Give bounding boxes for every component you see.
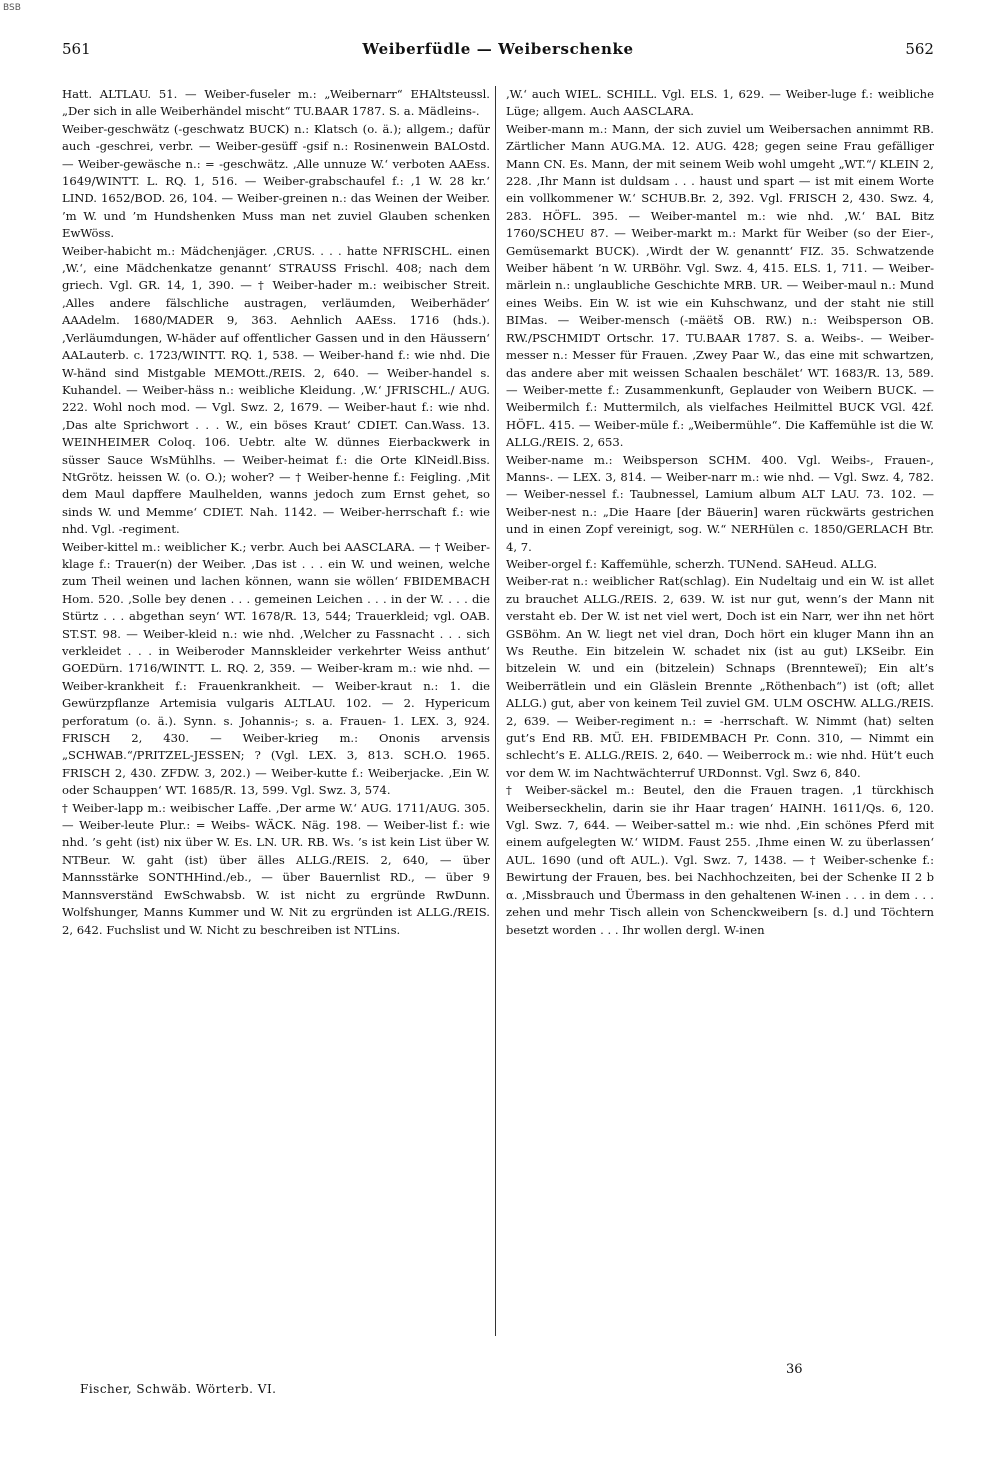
right-column: [506, 86, 934, 1341]
entry-paragraph: Weiber-mann m.: Mann, der sich zuviel um Weibersachen annimmt RB. Zärtlicher Mann AUG.MA. 12. AUG. 428; gegen seine Frau gefälliger Mann CN. Es. Mann, der mit seinem Weib wohl umgeht „WT.“/ KLEIN 2, 228. ‚Ihr Mann ist duldsam . . . haust und spart — ist mit einem Worte ein vollkommener W.‘ SCHUB.Br. 2, 392. Vgl. FRISCH 2, 430. Swz. 4, 283. HÖFL. 395. — Weiber-mantel m.: wie nhd. ‚W.‘ BAL Bitz 1760/SCHEU 87. — Weiber-markt m.: Markt für Weiber (so der Eier-, Gemüsemarkt BUCK). ‚Wirdt der W. genanntt‘ FIZ. 35. Schwatzende Weiber häbent ’n W. URBöhr. Vgl. Swz. 4, 415. ELS. 1, 711. — Weiber-märlein n.: unglaubliche Geschichte MRB. UR. — Weiber-maul n.: Mund eines Weibs. Ein W. ist wie ein Kuhschwanz, und der staht nie still BIMas. — Weiber-mensch (-mäëtš OB. RW.) n.: Weibsperson OB. RW./PSCHMIDT Ortschr. 17. TU.BAAR 1787. S. a. Weibs-. — Weiber-messer n.: Messer für Frauen. ‚Zwey Paar W., das eine mit schwartzen, das andere aber mit weissen Schaalen beschälet‘ WT. 1683/R. 13, 589. — Weiber-mette f.: Zusammenkunft, Geplauder von Weibern BUCK. — Weibermilch f.: Muttermilch, als vielfaches Heilmittel BUCK VGl. 42f. HÖFL. 415. — Weiber-müle f.: „Weibermühle“. Die Kaffemühle ist die W. ALLG./REIS. 2, 653.: [506, 121, 934, 450]
printer-signature: Fischer, Schwäb. Wörterb. VI.: [80, 1382, 277, 1396]
entry-paragraph: Weiber-geschwätz (-geschwatz BUCK) n.: Klatsch (o. ä.); allgem.; dafür auch -geschrei, verbr. — Weiber-gesüff -gsif n.: Rosinenwein BALOstd. — Weiber-gewäsche n.: = -geschwätz. ‚Alle unnuze W.‘ verboten AAEss. 1649/WINTT. L. RQ. 1, 516. — Weiber-grabschaufel f.: ‚1 W. 28 kr.‘ LIND. 1652/BOD. 26, 104. — Weiber-greinen n.: das Weinen der Weiber. ’m W. und ’m Hundshenken Muss man net zuviel Glauben schenken EwWöss.: [62, 121, 490, 241]
entry-paragraph: ‚W.‘ auch WIEL. SCHILL. Vgl. ELS. 1, 629. — Weiber-luge f.: weibliche Lüge; allgem. Auch AASCLARA.: [506, 87, 934, 119]
entry-paragraph: Weiber-orgel f.: Kaffemühle, scherzh. TUNend. SAHeud. ALLG.: [506, 556, 878, 571]
entry-paragraph: Weiber-habicht m.: Mädchenjäger. ‚CRUS. . . . hatte NFRISCHL. einen ‚W.‘, eine Mädchenkatze genannt‘ STRAUSS Frischl. 408; nach dem griech. Vgl. GR. 14, 1, 390. — † Weiber-hader m.: weibischer Streit. ‚Alles andere fälschliche austragen, verläumden, Weiberhäder‘ AAAdelm. 1680/MADER 9, 363. Aehnlich AAEss. 1716 (hds.). ‚Verläumdungen, W-häder auf offentlicher Gassen und in den Häussern‘ AALauterb. c. 1723/WINTT. RQ. 1, 538. — Weiber-hand f.: wie nhd. Die W-händ sind Mistgable MEMOtt./REIS. 2, 640. — Weiber-handel s. Kuhandel. — Weiber-häss n.: weibliche Kleidung. ‚W.‘ JFRISCHL./ AUG. 222. Wohl noch mod. — Vgl. Swz. 2, 1679. — Weiber-haut f.: wie nhd. ‚Das alte Sprichwort . . . W., ein böses Kraut‘ CDIET. Can.Wass. 13. WEINHEIMER Coloq. 106. Uebtr. alte W. dünnes Eierbackwerk in süsser Sauce WsMühlhs. — Weiber-heimat f.: die Orte KlNeidl.Biss. NtGrötz. heissen W. (o. O.); woher? — † Weiber-henne f.: Feigling. ‚Mit dem Maul dapffere Maulhelden, wanns jedoch zum Ernst gehet, so sinds W. und Memme‘ CDIET. Nah. 1142. — Weiber-herrschaft f.: wie nhd. Vgl. -regiment.: [62, 243, 490, 537]
sheet-number: 36: [786, 1362, 803, 1377]
entry-paragraph: Weiber-kittel m.: weiblicher K.; verbr. Auch bei AASCLARA. — † Weiber-klage f.: Trauer(n) der Weiber. ‚Das ist . . . ein W. und weinen, welche zum Theil weinen und lachen können, wann sie wöllen‘ FBIDEMBACH Hom. 520. ‚Solle bey denen . . . gemeinen Leichen . . . in der W. . . . die Stürtz . . . abgethan seyn‘ WT. 1678/R. 13, 544; Trauerkleid; vgl. OAB. ST.ST. 98. — Weiber-kleid n.: wie nhd. ‚Welcher zu Fassnacht . . . sich verkleidet . . . in Weiberoder Mannskleider verkehrter Weiss anthut‘ GOEDürn. 1716/WINTT. L. RQ. 2, 359. — Weiber-kram m.: wie nhd. — Weiber-krankheit f.: Frauenkrankheit. — Weiber-kraut n.: 1. die Gewürzpflanze Artemisia vulgaris ALTLAU. 102. — 2. Hypericum perforatum (o. ä.). Synn. s. Johannis-; s. a. Frauen- 1. LEX. 3, 924. FRISCH 2, 430. — Weiber-krieg m.: Ononis arvensis „SCHWAB.“/PRITZEL-JESSEN; ? (Vgl. LEX. 3, 813. SCH.O. 1965. FRISCH 2, 430. ZFDW. 3, 202.) — Weiber-kutte f.: Weiberjacke. ‚Ein W. oder Schauppen‘ WT. 1685/R. 13, 599. Vgl. Swz. 3, 574.: [62, 539, 490, 798]
entry-paragraph: † Weiber-säckel m.: Beutel, den die Frauen tragen. ‚1 türckhisch Weiberseckhelin, darin sie ihr Haar tragen‘ HAINH. 1611/Qs. 6, 120. Vgl. Swz. 7, 644. — Weiber-sattel m.: wie nhd. ‚Ein schönes Pferd mit einem aufgelegten W.‘ WIDM. Faust 255. ‚Ihme einen W. zu überlassen‘ AUL. 1690 (und oft AUL.). Vgl. Swz. 7, 1438. — † Weiber-schenke f.: Bewirtung der Frauen, bes. bei Nachhochzeiten, bei der Schenke II 2 b α. ‚Missbrauch und Übermass in den gehaltenen W-inen . . . in dem . . . zehen und mehr Tisch allein von Schenckweibern [s. d.] und Töchtern besetzt worden . . . Ihr wollen dergl. W-inen: [506, 783, 934, 937]
page-header: [62, 40, 934, 66]
entry-paragraph: Hatt. ALTLAU. 51. — Weiber-fuseler m.: „Weibernarr“ EHAltsteussl. „Der sich in alle Weiberhändel mischt“ TU.BAAR 1787. S. a. Mädleins-.: [62, 87, 490, 119]
library-stamp: BSB: [3, 3, 21, 13]
page-number-right: 562: [905, 40, 934, 58]
page-number-left: 561: [62, 40, 91, 58]
entry-paragraph: Weiber-name m.: Weibsperson SCHM. 400. Vgl. Weibs-, Frauen-, Manns-. — LEX. 3, 814. — Weiber-narr m.: wie nhd. — Vgl. Swz. 4, 782. — Weiber-nessel f.: Taubnessel, Lamium album ALT LAU. 73. 102. — Weiber-nest n.: „Die Haare [der Bäuerin] waren rückwärts gestrichen und in einen Zopf vereinigt, sog. W.“ NERHülen c. 1850/GERLACH Btr. 4, 7.: [506, 452, 934, 554]
running-title: Weiberfüdle — Weiberschenke: [362, 40, 634, 58]
entry-paragraph: Weiber-rat n.: weiblicher Rat(schlag). Ein Nudeltaig und ein W. ist allet zu brauchet ALLG./REIS. 2, 639. W. ist nur gut, wenn’s der Mann nit verstaht eb. Der W. ist net viel wert, Doch ist ein Narr, wer ihn net hört GSBöhm. An W. liegt net viel dran, Doch hört ein kluger Mann ihn an Ws Reuthe. Ein bitzelein W. schadet nix (ist au gut) LKSeibr. Ein bitzelein W. und ein (bitzelein) Schnaps (Brennteweï); Ein alt’s Weiberrätlein und ein Gläslein Brennte „Röthenbach“) ist (oft; allet ALLG.) gut, aber von keinem Teil zuviel GM. ULM OSCHW. ALLG./REIS. 2, 639. — Weiber-regiment n.: = -herrschaft. W. Nimmt (hat) selten gut’s End RB. MÜ. EH. FBIDEMBACH Pr. Conn. 310, — Nimmt ein schlecht’s E. ALLG./REIS. 2, 640. — Weiberrock m.: wie nhd. Hüt’t euch vor dem W. im Nachtwächterruf URDonnst. Vgl. Swz 6, 840.: [506, 574, 934, 780]
entry-paragraph: † Weiber-lapp m.: weibischer Laffe. ‚Der arme W.‘ AUG. 1711/AUG. 305. — Weiber-leute Plur.: = Weibs- WÄCK. Näg. 198. — Weiber-list f.: wie nhd. ’s geht (ist) nix über W. Es. LN. UR. RB. Ws. ’s ist kein List über W. NTBeur. W. gaht (ist) über älles ALLG./REIS. 2, 640, — über Mannsstärke SONTHHind./eb., — über Bauernlist RD., — über 9 Mannsverständ EwSchwabsb. W. ist nicht zu ergründe RwDunn. Wolfshunger, Manns Kummer und W. Nit zu ergründen ist ALLG./REIS. 2, 642. Fuchslist und W. Nicht zu beschreiben ist NTLins.: [62, 800, 490, 937]
column-divider: [495, 86, 496, 1336]
left-column: [62, 86, 490, 1341]
